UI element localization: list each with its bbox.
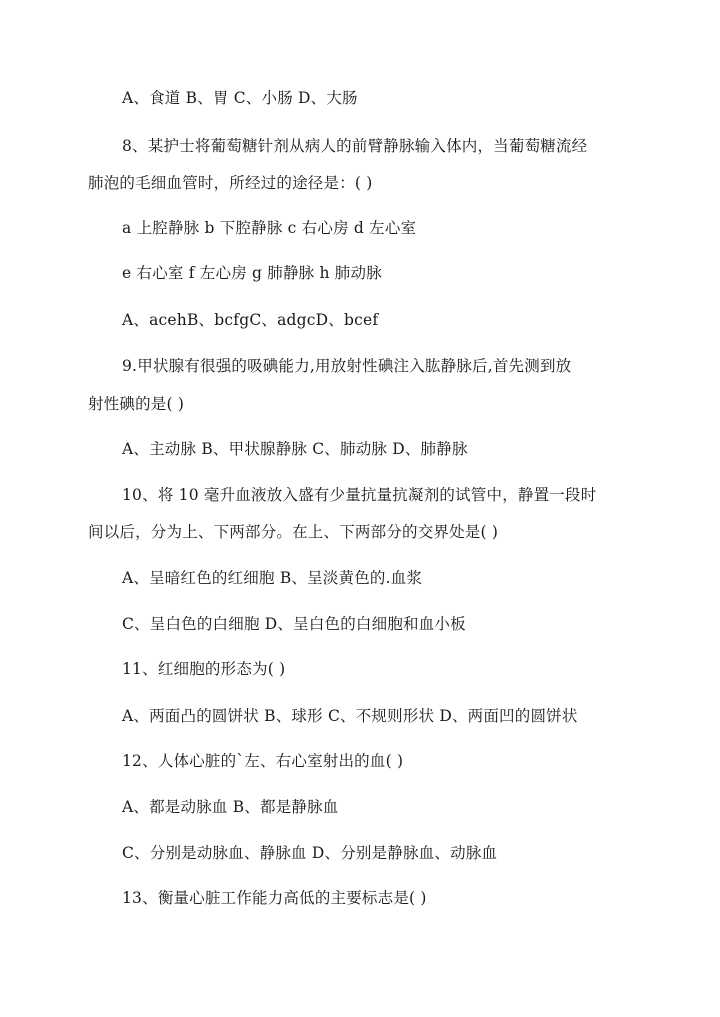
option-line-q9: A、主动脉 B、甲状腺静脉 C、肺动脉 D、肺静脉 [122, 440, 468, 458]
option-line-q11: A、两面凸的圆饼状 B、球形 C、不规则形状 D、两面凹的圆饼状 [122, 707, 578, 725]
option-line-q7: A、食道 B、胃 C、小肠 D、大肠 [122, 89, 358, 107]
option-line-q10-c: C、呈白色的白细胞 D、呈白色的白细胞和血小板 [122, 615, 466, 633]
question-9-line-1: 9.甲状腺有很强的吸碘能力,用放射性碘注入肱静脉后,首先测到放 [122, 357, 572, 375]
option-line-q12-a: A、都是动脉血 B、都是静脉血 [122, 798, 339, 816]
question-8-line-1: 8、某护士将葡萄糖针剂从病人的前臂静脉输入体内，当葡萄糖流经 [122, 137, 588, 155]
vessel-list-line-2: e 右心室 f 左心房 g 肺静脉 h 肺动脉 [122, 264, 382, 282]
question-11: 11、红细胞的形态为( ) [122, 660, 286, 678]
question-9-line-2: 射性碘的是( ) [88, 395, 185, 413]
option-line-q10-a: A、呈暗红色的红细胞 B、呈淡黄色的.血浆 [122, 569, 423, 587]
question-10-line-2: 间以后，分为上、下两部分。在上、下两部分的交界处是( ) [88, 523, 499, 541]
question-8-line-2: 肺泡的毛细血管时，所经过的途径是：( ) [88, 174, 373, 192]
question-12: 12、人体心脏的`左、右心室射出的血( ) [122, 752, 404, 770]
option-line-q12-c: C、分别是动脉血、静脉血 D、分别是静脉血、动脉血 [122, 844, 498, 862]
question-13: 13、衡量心脏工作能力高低的主要标志是( ) [122, 889, 427, 907]
vessel-list-line-1: a 上腔静脉 b 下腔静脉 c 右心房 d 左心室 [122, 219, 417, 237]
question-10-line-1: 10、将 10 毫升血液放入盛有少量抗量抗凝剂的试管中，静置一段时 [122, 486, 597, 504]
option-line-q8: A、acehB、bcfgC、adgcD、bcef [122, 311, 379, 329]
